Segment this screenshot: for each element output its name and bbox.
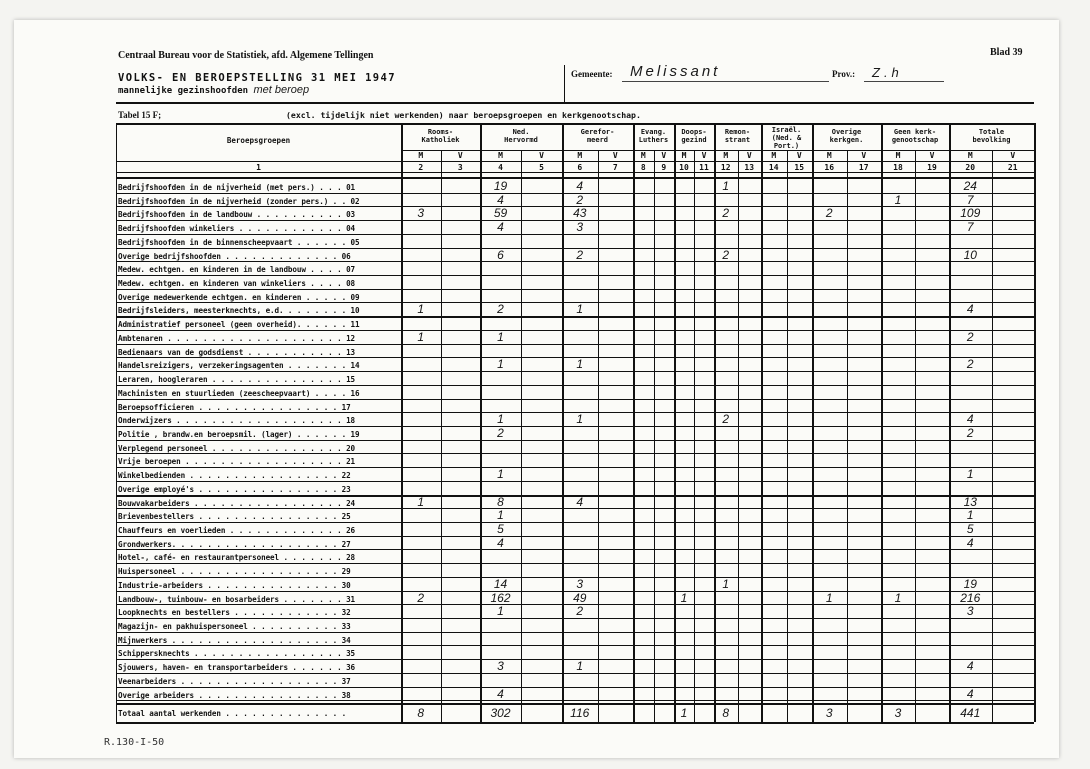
total-value: 3 (825, 706, 833, 721)
cell-value: 24 (963, 179, 977, 193)
row-label: Overige bedrijfshoofden . . . . . . . . . . . . . 06 (118, 251, 351, 261)
column-number: 18 (893, 163, 903, 172)
column-number: 10 (679, 163, 689, 172)
cell-value: 4 (576, 494, 584, 509)
row-label: Sjouwers, haven- en transportarbeiders . . . . . . 36 (118, 663, 356, 673)
grid-line-h (116, 563, 1034, 564)
total-value: 3 (894, 706, 902, 721)
cell-value: 2 (497, 302, 504, 317)
cell-value: 1 (497, 412, 504, 427)
cell-value: 1 (497, 604, 504, 619)
column-number: 7 (612, 163, 618, 172)
cell-value: 3 (417, 206, 425, 221)
cell-value: 13 (963, 494, 977, 509)
col-m-label: M (418, 151, 424, 160)
col-v-label: V (796, 151, 802, 160)
grid-line-h (116, 467, 1034, 468)
cell-value: 2 (966, 425, 974, 440)
col-v-label: V (701, 151, 707, 160)
col-v-label: V (929, 151, 935, 160)
col-m-label: M (967, 151, 973, 160)
prov-label: Prov.: (832, 69, 856, 79)
cell-value: 1 (497, 467, 504, 482)
total-value: 116 (570, 706, 590, 721)
total-value: 8 (722, 706, 730, 721)
cell-value: 1 (497, 508, 504, 523)
cell-value: 1 (825, 590, 833, 605)
gemeente-value: Melissant (630, 63, 721, 80)
col-m-label: M (577, 151, 583, 160)
cell-value: 43 (573, 206, 587, 221)
row-label: Veenarbeiders . . . . . . . . . . . . . . . . . . 37 (118, 676, 351, 686)
cell-value: 1 (894, 590, 902, 605)
row-label: Loopknechts en bestellers . . . . . . . . . . . . 32 (118, 608, 351, 618)
cell-value: 1 (722, 179, 730, 193)
total-row-label: Totaal aantal werkenden . . . . . . . . . . . . . . (118, 709, 347, 719)
row-label: Overige employé's . . . . . . . . . . . . . . . . 23 (118, 484, 351, 494)
grid-line-h (116, 172, 1034, 173)
column-number-1: 1 (256, 163, 261, 172)
cell-value: 1 (576, 357, 584, 372)
grid-line-v (654, 150, 655, 722)
col-m-label: M (826, 151, 832, 160)
row-label: Vrije beroepen . . . . . . . . . . . . . . . . . . 21 (118, 457, 356, 467)
row-label: Leraren, hoogleraren . . . . . . . . . . . . . . . 15 (118, 375, 356, 385)
column-number: 5 (539, 163, 544, 172)
grid-line-h (116, 687, 1034, 688)
row-label: Schippersknechts . . . . . . . . . . . . . . . . . 35 (118, 649, 356, 659)
column-number: 9 (661, 163, 667, 172)
form-title: VOLKS- EN BEROEPSTELLING 31 MEI 1947 (118, 72, 396, 84)
column-number: 12 (720, 163, 731, 172)
cell-value: 5 (966, 522, 974, 536)
group-header: Ned. Hervormd (504, 128, 538, 144)
group-header: Doops- gezind (681, 128, 707, 144)
cell-value: 10 (963, 247, 977, 262)
column-number: 2 (418, 163, 424, 172)
grid-line-h (116, 123, 1034, 125)
row-label: Bedrijfshoofden in de binnenscheepvaart . . . . . . 05 (118, 237, 360, 247)
col-v-label: V (861, 151, 867, 160)
cell-value: 1 (417, 494, 425, 509)
group-header: Geen kerk- genootschap (891, 128, 939, 144)
row-label: Ambtenaren . . . . . . . . . . . . . . . . . . . . 12 (118, 333, 356, 343)
row-label: Mijnwerkers . . . . . . . . . . . . . . . . . . . 34 (118, 635, 351, 645)
prov-value: Z.h (872, 65, 903, 80)
cell-value: 1 (576, 659, 584, 674)
cell-value: 8 (497, 494, 504, 509)
column-number: 6 (577, 163, 583, 172)
row-label: Industrie-arbeiders . . . . . . . . . . . . . . . 30 (118, 580, 351, 590)
row-label: Politie , brandw.en beroepsmil. (lager) . . . . . . 19 (118, 429, 360, 439)
cell-value: 1 (966, 467, 974, 482)
row-label: Bedrijfshoofden in de landbouw . . . . . . . . . . 03 (118, 210, 356, 220)
cell-value: 19 (963, 576, 977, 591)
row-label: Medew. echtgen. en kinderen van winkeliers . . . . 08 (118, 279, 356, 289)
col-m-label: M (681, 151, 687, 160)
grid-line-h (116, 522, 1034, 523)
grid-line-h (116, 703, 1034, 705)
col-v-label: V (457, 151, 463, 160)
grid-line-v (847, 150, 848, 722)
group-header: Rooms- Katholiek (421, 128, 460, 144)
col-m-label: M (723, 151, 729, 160)
row-label: Bedrijfshoofden in de nijverheid (zonder pers.) . . 02 (118, 196, 360, 206)
grid-line-h (116, 700, 1034, 701)
column-number: 8 (640, 163, 646, 172)
grid-line-v (738, 150, 739, 722)
column-number: 21 (1007, 163, 1018, 172)
cell-value: 4 (497, 220, 504, 235)
col-v-label: V (539, 151, 544, 160)
cell-value: 2 (966, 329, 974, 344)
row-label: Onderwijzers . . . . . . . . . . . . . . . . . . . 18 (118, 416, 356, 426)
cell-value: 1 (894, 192, 902, 207)
cell-value: 19 (493, 179, 508, 193)
grid-line-h (116, 536, 1034, 537)
row-label: Bedrijfsleiders, meesterknechts, e.d. . . . . . . . 10 (118, 306, 360, 316)
grid-line-h (116, 632, 1034, 633)
cell-value: 1 (497, 329, 504, 344)
cell-value: 3 (576, 220, 584, 235)
grid-line-h (116, 722, 1034, 724)
column-number: 4 (498, 163, 503, 172)
cell-value: 4 (966, 659, 974, 674)
group-header: Israël. (Ned. & Port.) (771, 126, 802, 150)
row-label: Winkelbedienden . . . . . . . . . . . . . . . . . 22 (118, 471, 351, 481)
grid-line-h (116, 453, 1034, 454)
census-form-sheet (14, 20, 1059, 758)
col-v-label: V (612, 151, 618, 160)
cell-value: 1 (417, 302, 425, 317)
row-label: Overige arbeiders . . . . . . . . . . . . . . . . 38 (118, 690, 351, 700)
cell-value: 1 (966, 508, 974, 523)
cell-value: 6 (497, 247, 504, 262)
blad-label: Blad 39 (990, 47, 1023, 58)
row-label: Bedrijfshoofden winkeliers . . . . . . . . . . . . 04 (118, 224, 356, 234)
grid-line-h (116, 275, 1034, 276)
col-m-label: M (640, 151, 646, 160)
cell-value: 4 (966, 535, 974, 550)
cell-value: 1 (680, 590, 688, 605)
row-label: Chauffeurs en voerlieden . . . . . . . . . . . . . 26 (118, 526, 356, 535)
grid-line-v (441, 150, 442, 722)
row-label: Beroepsofficieren . . . . . . . . . . . . . . . . 17 (118, 402, 351, 412)
grid-line-v (787, 150, 788, 722)
grid-line-h (116, 481, 1034, 482)
column-number: 11 (699, 163, 709, 172)
cell-value: 2 (966, 357, 974, 372)
total-value: 8 (417, 706, 425, 721)
cell-value: 1 (497, 357, 504, 372)
column-number: 19 (927, 163, 937, 172)
column-number: 16 (824, 163, 835, 172)
total-value: 1 (680, 706, 688, 721)
cell-value: 7 (966, 192, 974, 207)
cell-value: 2 (576, 604, 584, 619)
cell-value: 4 (576, 179, 584, 193)
cell-value: 3 (497, 659, 504, 674)
cell-value: 1 (417, 329, 425, 344)
col-v-label: V (746, 151, 752, 160)
row-label: Landbouw-, tuinbouw- en bosarbeiders . . . . . . . 31 (118, 594, 356, 604)
grid-line-h (116, 316, 1034, 318)
column-number: 13 (744, 163, 755, 172)
row-label: Hotel-, café- en restaurantpersoneel . . . . . . . 28 (118, 553, 356, 563)
grid-line-h (116, 440, 1034, 441)
row-label: Handelsreizigers, verzekeringsagenten . . . . . . . 14 (118, 361, 360, 371)
cell-value: 7 (966, 220, 974, 235)
grid-line-v (521, 150, 522, 722)
cell-value: 14 (493, 576, 508, 591)
cell-value: 1 (576, 412, 584, 427)
cell-value: 49 (573, 590, 587, 605)
cell-value: 2 (722, 412, 730, 427)
cell-value: 162 (490, 590, 511, 605)
row-label: Grondwerkers. . . . . . . . . . . . . . . . . . . 27 (118, 539, 351, 549)
beroepsgroepen-header: Beroepsgroepen (226, 136, 291, 145)
cell-value: 4 (497, 535, 504, 550)
grid-line-v (598, 150, 599, 722)
grid-line-h (116, 399, 1034, 400)
col-m-label: M (498, 151, 503, 160)
row-label: Overige medewerkende echtgen. en kinderen . . . . . 09 (118, 292, 360, 302)
form-subtitle: mannelijke gezinshoofden met beroep (118, 84, 310, 96)
cell-value: 3 (576, 576, 584, 591)
cell-value: 2 (722, 206, 730, 221)
grid-line-v (1034, 123, 1036, 722)
grid-line-v (694, 150, 695, 722)
group-header: Gerefor- meerd (580, 128, 615, 144)
gemeente-label: Gemeente: (571, 69, 613, 79)
grid-line-h (116, 344, 1034, 345)
cell-value: 2 (576, 247, 584, 262)
grid-line-h (116, 330, 1034, 331)
row-label: Verplegend personeel . . . . . . . . . . . . . . . 20 (118, 443, 356, 453)
bureau-heading: Centraal Bureau voor de Statistiek, afd. Algemene Tellingen (118, 50, 374, 61)
cell-value: 4 (497, 192, 504, 207)
column-number: 20 (965, 163, 976, 172)
cell-value: 59 (493, 206, 508, 221)
cell-value: 216 (960, 590, 981, 605)
column-number: 17 (858, 163, 869, 172)
form-code: R.130-I-50 (104, 737, 165, 748)
grid-line-v (992, 150, 993, 722)
cell-value: 4 (966, 412, 974, 427)
cell-value: 1 (722, 576, 730, 591)
column-number: 15 (794, 163, 805, 172)
col-m-label: M (771, 151, 777, 160)
cell-value: 2 (417, 590, 425, 605)
tabel-label: Tabel 15 F; (118, 110, 162, 120)
column-number: 3 (457, 163, 463, 172)
tabel-subtitle: (excl. tijdelijk niet werkenden) naar beroepsgroepen en kerkgenootschap. (286, 110, 641, 120)
total-value: 441 (960, 706, 981, 721)
cell-value: 5 (497, 522, 504, 536)
col-v-label: V (661, 151, 667, 160)
cell-value: 109 (960, 206, 981, 221)
group-header: Remon- strant (724, 128, 751, 144)
row-label: Huispersoneel . . . . . . . . . . . . . . . . . . 29 (118, 567, 351, 577)
cell-value: 4 (497, 686, 504, 701)
row-label: Administratief personeel (geen overheid). . . . . . 11 (118, 320, 360, 330)
grid-line-h (116, 645, 1034, 646)
cell-value: 4 (966, 302, 974, 317)
cell-value: 4 (966, 686, 974, 701)
cell-value: 2 (576, 192, 584, 207)
row-label: Bedienaars van de godsdienst . . . . . . . . . . . 13 (118, 347, 356, 357)
row-label: Medew. echtgen. en kinderen in de landbouw . . . . 07 (118, 265, 356, 275)
col-m-label: M (895, 151, 901, 160)
row-label: Bedrijfshoofden in de nijverheid (met pers.) . . . 01 (118, 183, 356, 192)
grid-line-h (116, 289, 1034, 290)
grid-line-h (116, 385, 1034, 386)
cell-value: 2 (722, 247, 730, 262)
row-label: Magazijn- en pakhuispersoneel . . . . . . . . . . 33 (118, 622, 351, 632)
col-v-label: V (1010, 151, 1016, 160)
cell-value: 3 (966, 604, 974, 619)
grid-line-h (116, 549, 1034, 550)
row-label: Bouwvakarbeiders . . . . . . . . . . . . . . . . . 24 (118, 498, 356, 508)
grid-line-h (116, 161, 1034, 162)
group-header: Evang. Luthers (638, 128, 669, 144)
column-number: 14 (768, 163, 779, 172)
cell-value: 1 (576, 302, 584, 317)
row-label: Brievenbestellers . . . . . . . . . . . . . . . . 25 (118, 512, 351, 522)
grid-line-v (915, 150, 916, 722)
row-label: Machinisten en stuurlieden (zeescheepvaart) . . . . 16 (118, 388, 360, 398)
group-header: Totale bevolking (972, 128, 1011, 144)
cell-value: 2 (825, 206, 833, 221)
total-value: 302 (490, 706, 511, 721)
group-header: Overige kerkgen. (829, 128, 864, 144)
cell-value: 2 (497, 425, 504, 440)
